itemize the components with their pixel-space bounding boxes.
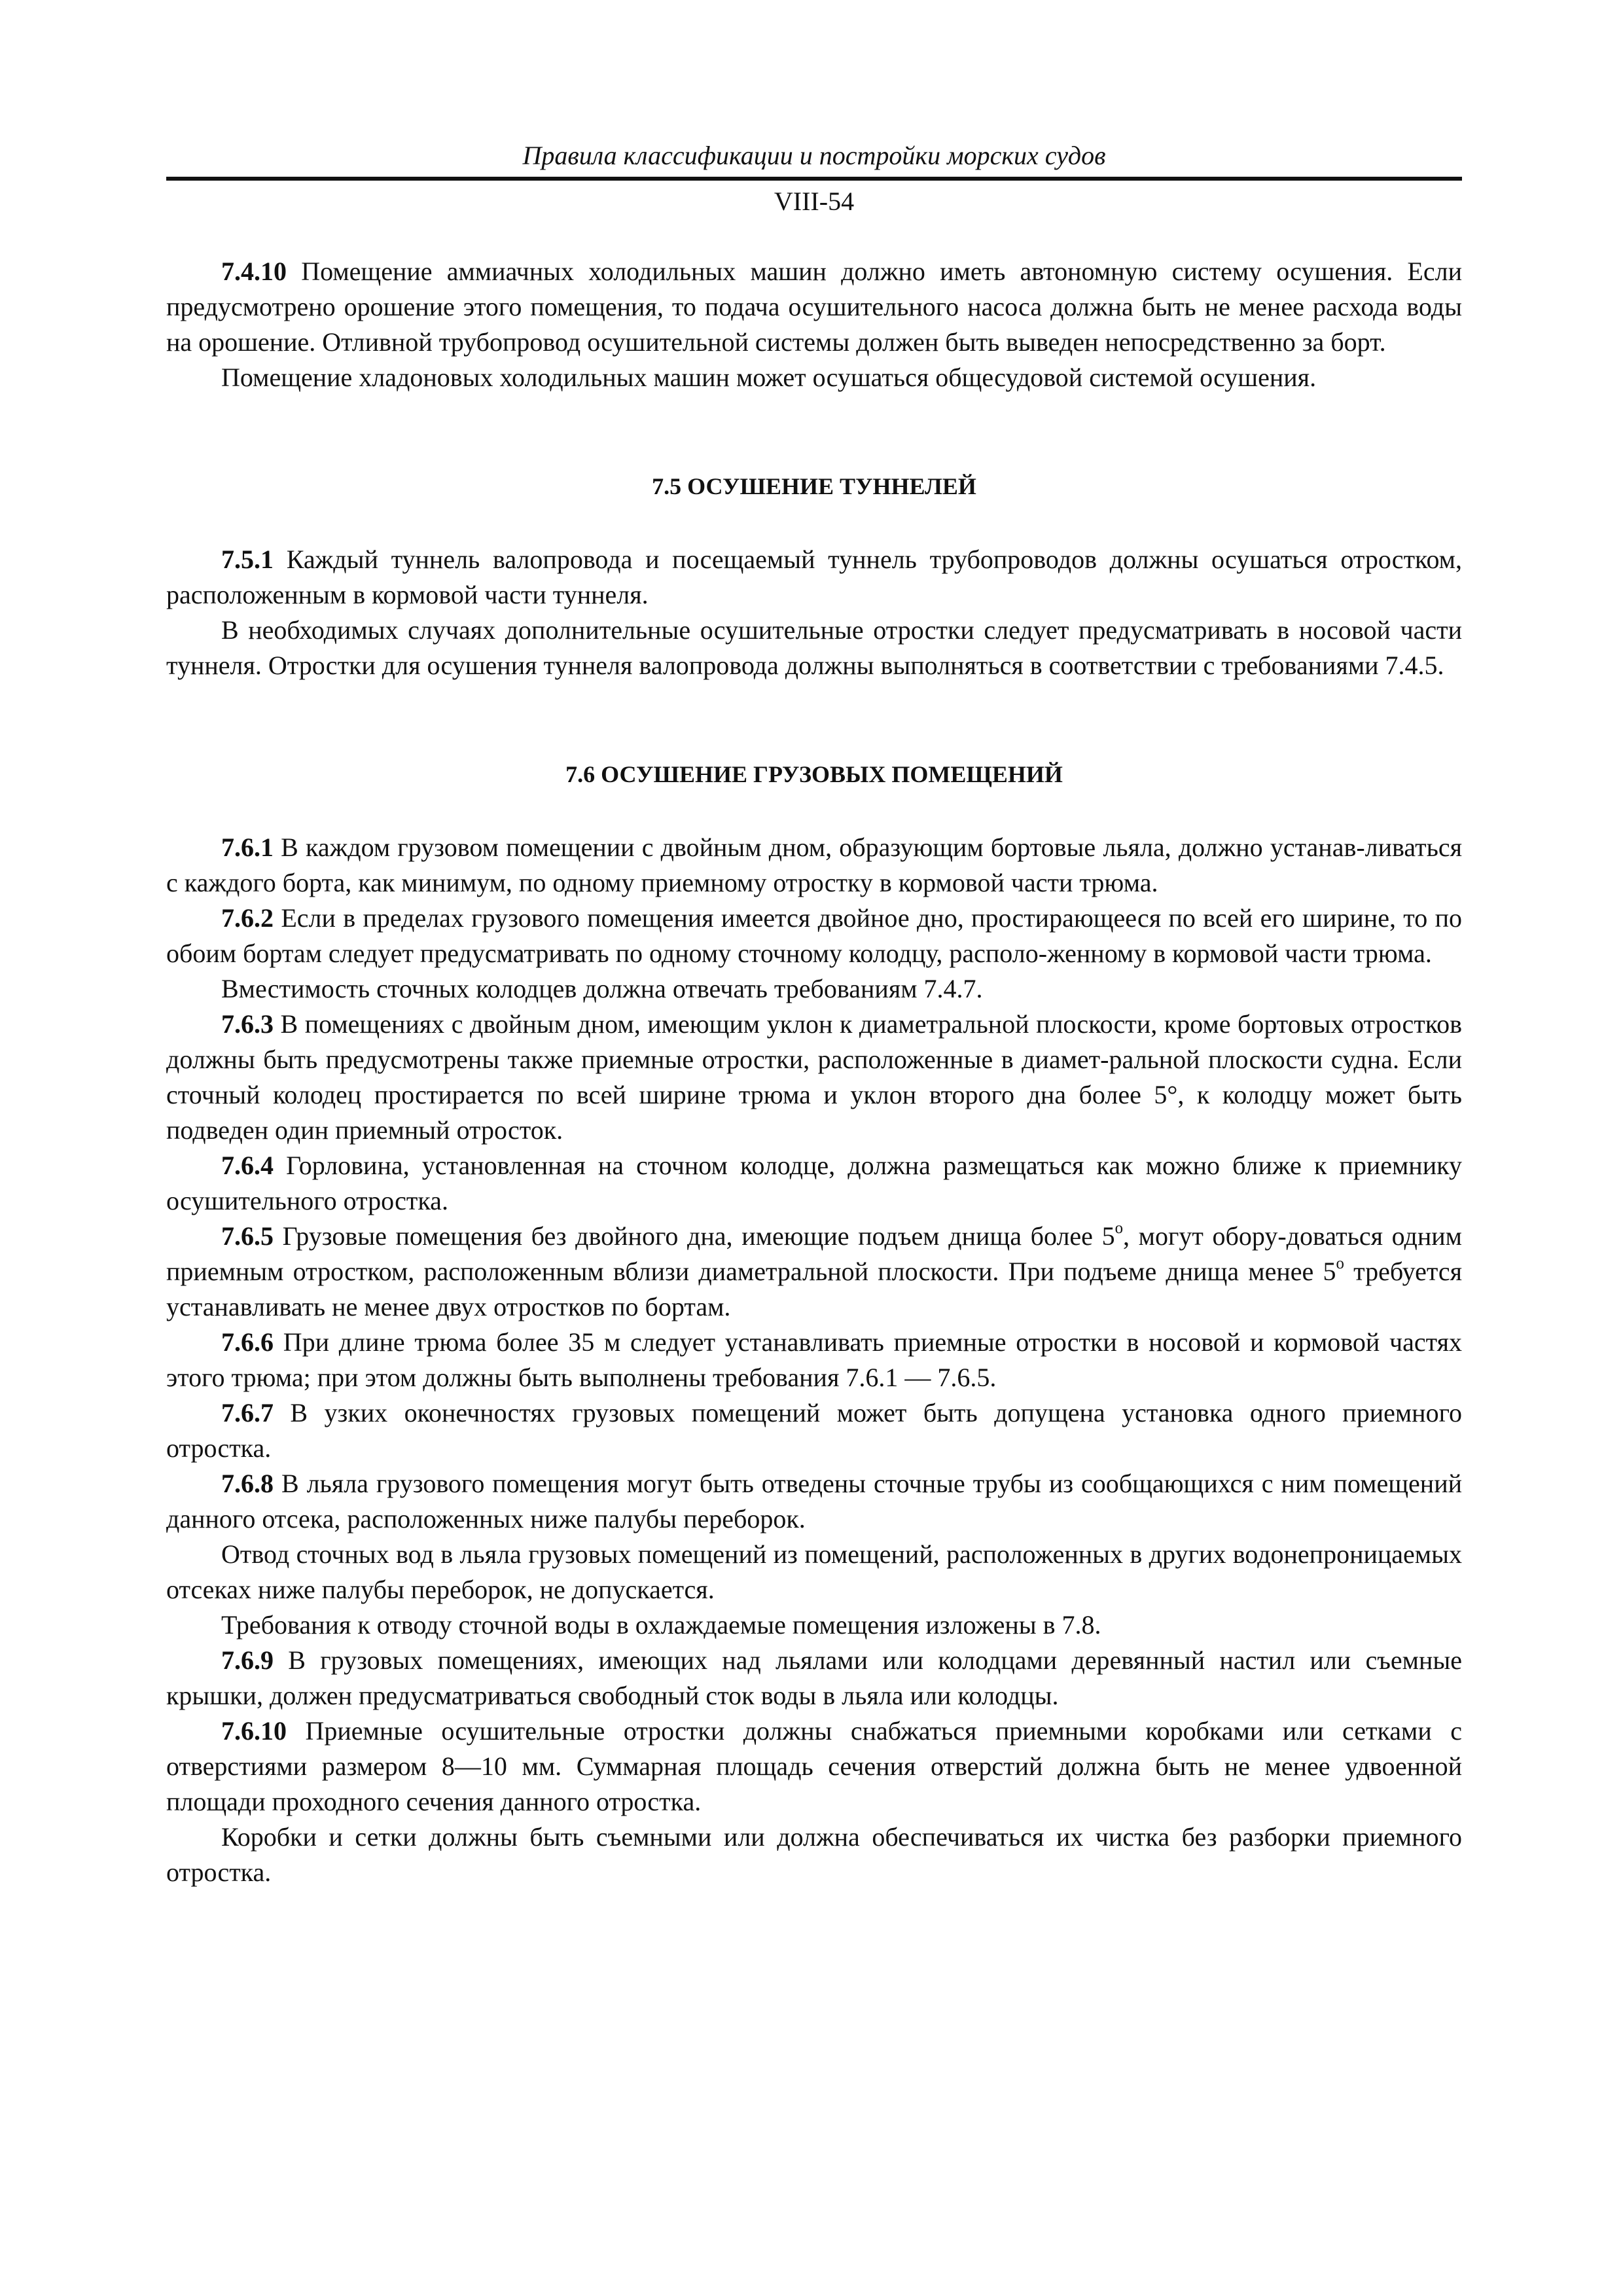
clause-text: Горловина, установленная на сточном колодце, должна размещаться как можно ближе к приемнику осушительного отростка.	[166, 1151, 1462, 1215]
paragraph-7-6-7	[166, 1395, 1462, 1466]
paragraph-7-6-5	[166, 1219, 1462, 1325]
paragraph-7-6-8	[166, 1466, 1462, 1537]
clause-number: 7.6.3	[221, 1009, 274, 1039]
paragraph-7-6-8-continued: Отвод сточных вод в льяла грузовых помещений из помещений, расположенных в других водонепроницаемых отсеках ниже палубы переборок, не допускается.	[166, 1539, 1462, 1604]
paragraph-7-4-10-continued: Помещение хладоновых холодильных машин может осушаться общесудовой системой осушения.	[221, 363, 1317, 392]
clause-number: 7.5.1	[221, 545, 274, 574]
paragraph-7-6-4	[166, 1148, 1462, 1219]
paragraph-7-6-9	[166, 1643, 1462, 1713]
clause-number: 7.6.6	[221, 1327, 274, 1357]
clause-text: В узких оконечностях грузовых помещений может быть допущена установка одного приемного отростка.	[166, 1398, 1462, 1463]
section-heading-7-6: 7.6 ОСУШЕНИЕ ГРУЗОВЫХ ПОМЕЩЕНИЙ	[565, 761, 1063, 787]
clause-text: В помещениях с двойным дном, имеющим уклон к диаметральной плоскости, кроме бортовых отростков должны быть предусмотрены также приемные отростки, расположенные в диамет-ральной плоскости судна. Если сточный колодец простирается по всей ширине трюма и уклон второго дна более 5°, к колодцу может быть подведен один приемный отросток.	[166, 1009, 1462, 1145]
clause-number: 7.6.7	[221, 1398, 274, 1427]
paragraph-7-6-10-continued: Коробки и сетки должны быть съемными или должна обеспечиваться их чистка без разборки приемного отростка.	[166, 1822, 1462, 1887]
spacer	[166, 395, 1462, 469]
clause-text: Приемные осушительные отростки должны снабжаться приемными коробками или сетками с отверстиями размером 8—10 мм. Суммарная площадь сечения отверстий должна быть не менее удвоенной площади проходного сечения данного отростка.	[166, 1716, 1462, 1816]
spacer	[166, 683, 1462, 757]
paragraph-7-6-10	[166, 1713, 1462, 1820]
paragraph-7-6-8-reference: Требования к отводу сточной воды в охлаждаемые помещения изложены в 7.8.	[221, 1610, 1101, 1640]
paragraph-7-6-1	[166, 830, 1462, 901]
paragraph-7-6-2	[166, 901, 1462, 971]
clause-text-part: Грузовые помещения без двойного дна, имеющие подъем днища более 5	[274, 1221, 1115, 1251]
clause-number: 7.6.9	[221, 1645, 274, 1675]
clause-text: Помещение аммиачных холодильных машин должно иметь автономную систему осушения. Если предусмотрено орошение этого помещения, то подача осушительного насоса должна быть не менее расхода воды на орошение. Отливной трубопровод осушительной системы должен быть выведен непосредственно за борт.	[166, 257, 1462, 357]
clause-number: 7.6.4	[221, 1151, 274, 1180]
clause-text: При длине трюма более 35 м следует устанавливать приемные отростки в носовой и кормовой частях этого трюма; при этом должны быть выполнены требования 7.6.1 — 7.6.5.	[166, 1327, 1462, 1392]
paragraph-7-6-6	[166, 1325, 1462, 1395]
clause-number: 7.6.8	[221, 1469, 274, 1498]
spacer	[166, 792, 1462, 830]
paragraph-7-6-2-continued: Вместимость сточных колодцев должна отвечать требованиям 7.4.7.	[221, 974, 983, 1003]
clause-text: В грузовых помещениях, имеющих над льялами или колодцами деревянный настил или съемные крышки, должен предусматриваться свободный сток воды в льяла или колодцы.	[166, 1645, 1462, 1710]
clause-text: В каждом грузовом помещении с двойным дном, образующим бортовые льяла, должно устанав-ливаться с каждого борта, как минимум, по одному приемному отростку в кормовой части трюма.	[166, 833, 1462, 897]
header-rule	[166, 177, 1462, 181]
clause-text-part: требуется устанавливать не менее двух отростков по бортам.	[166, 1257, 1463, 1321]
clause-number: 7.6.5	[221, 1221, 274, 1251]
degree-superscript: o	[1115, 1219, 1123, 1238]
clause-text: Если в пределах грузового помещения имеется двойное дно, простирающееся по всей его ширине, то по обоим бортам следует предусматривать по одному сточному колодцу, располо-женному в кормовой части трюма.	[166, 903, 1462, 968]
paragraph-7-5-1-continued: В необходимых случаях дополнительные осушительные отростки следует предусматривать в носовой части туннеля. Отростки для осушения туннеля валопровода должны выполняться в соответствии с требованиями 7.4.5.	[166, 615, 1462, 680]
spacer	[166, 504, 1462, 542]
clause-number: 7.6.1	[221, 833, 274, 862]
clause-number: 7.4.10	[221, 257, 287, 286]
paragraph-7-4-10	[166, 254, 1462, 360]
section-heading-7-5: 7.5 ОСУШЕНИЕ ТУННЕЛЕЙ	[652, 473, 976, 499]
clause-number: 7.6.2	[221, 903, 274, 933]
clause-text-part: , могут обору-доваться одним приемным отростком, расположенным вблизи диаметральной плоскости. При подъеме днища менее 5	[166, 1221, 1462, 1286]
paragraph-7-6-3	[166, 1007, 1462, 1148]
paragraph-7-5-1	[166, 542, 1462, 613]
clause-text: Каждый туннель валопровода и посещаемый туннель трубопроводов должны осушаться отростком, расположенным в кормовой части туннеля.	[166, 545, 1462, 609]
clause-number: 7.6.10	[221, 1716, 287, 1746]
clause-text: В льяла грузового помещения могут быть отведены сточные трубы из сообщающихся с ним помещений данного отсека, расположенных ниже палубы переборок.	[166, 1469, 1462, 1534]
degree-superscript: o	[1336, 1255, 1344, 1273]
page-number: VIII-54	[774, 187, 855, 216]
page-body	[166, 254, 1462, 1890]
running-title: Правила классификации и постройки морских судов	[522, 141, 1106, 170]
